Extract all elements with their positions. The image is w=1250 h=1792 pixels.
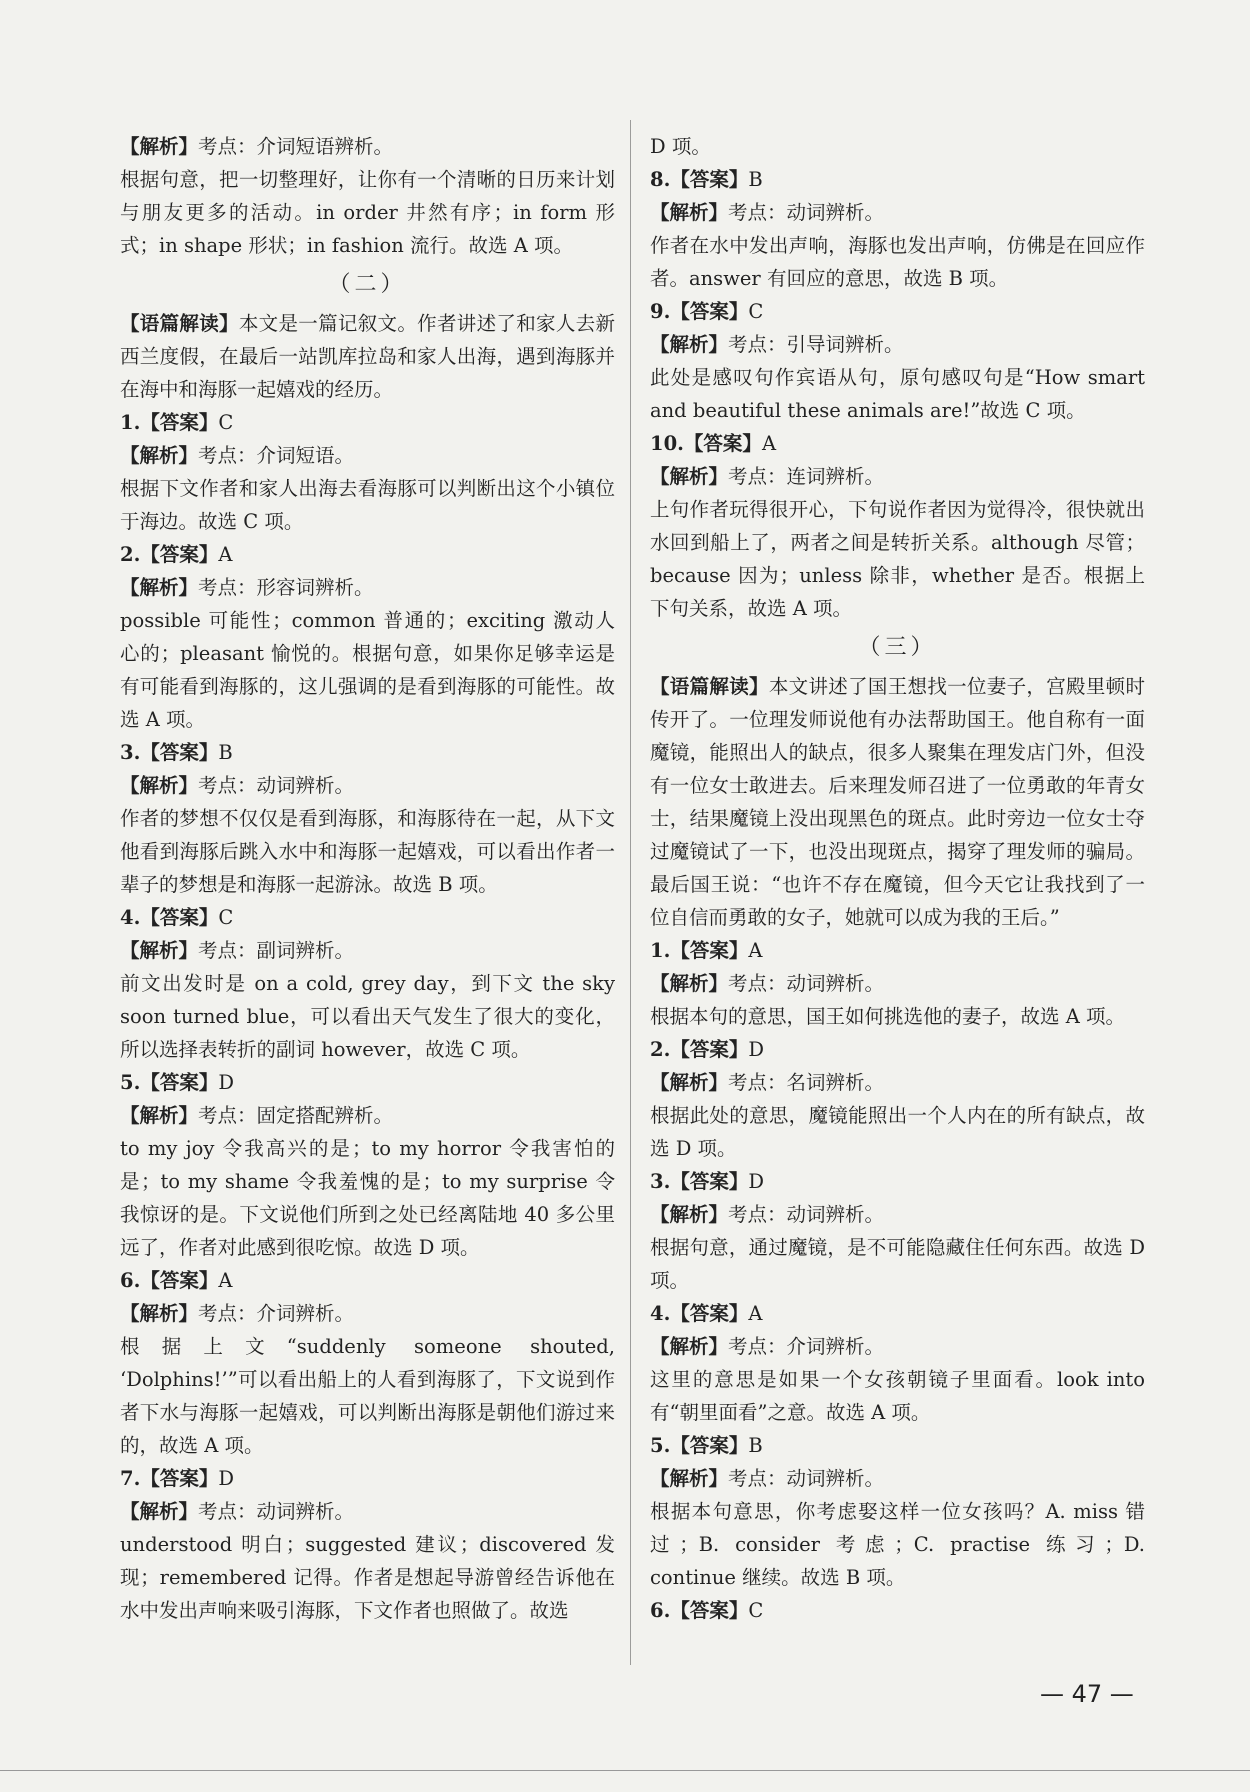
bottom-rule xyxy=(0,1770,1250,1771)
answer-line xyxy=(650,130,1145,163)
entry-text: 考点：固定搭配辨析。 xyxy=(198,1104,394,1127)
section-heading: （三） xyxy=(858,635,937,660)
entry-label: 【解析】 xyxy=(650,201,729,224)
entry-text: to my joy 令我高兴的是；to my horror 令我害怕的是；to my shame 令我羞愧的是；to my surprise 令我惊讶的是。下文说他们所到之处已经离陆地 40 多公里远了，作者对此感到很吃惊。故选 D 项。 xyxy=(120,1137,615,1259)
answer-line xyxy=(120,472,615,538)
entry-text: D 项。 xyxy=(650,135,711,158)
entry-text: A xyxy=(218,1269,233,1292)
entry-label: 1.【答案】 xyxy=(650,939,749,962)
entry-label: 6.【答案】 xyxy=(650,1599,749,1622)
entry-label: 【解析】 xyxy=(120,1104,199,1127)
entry-label: 8.【答案】 xyxy=(650,168,749,191)
page-number: — 47 — xyxy=(1040,1680,1134,1708)
answer-line xyxy=(120,736,615,769)
entry-text: 考点：介词短语辨析。 xyxy=(198,135,394,158)
entry-text: 考点：动词辨析。 xyxy=(728,1467,885,1490)
entry-text: D xyxy=(218,1467,234,1490)
entry-text: 作者在水中发出声响，海豚也发出声响，仿佛是在回应作者。answer 有回应的意思，故选 B 项。 xyxy=(650,234,1145,290)
entry-label: 3.【答案】 xyxy=(650,1170,749,1193)
entry-label: 【语篇解读】 xyxy=(650,675,769,698)
answer-line xyxy=(120,1132,615,1264)
entry-text: 考点：介词短语。 xyxy=(198,444,355,467)
section-heading: （二） xyxy=(328,272,407,297)
answer-line xyxy=(120,1099,615,1132)
entry-text: 本文讲述了国王想找一位妻子，宫殿里顿时传开了。一位理发师说他有办法帮助国王。他自称有一面魔镜，能照出人的缺点，很多人聚集在理发店门外，但没有一位女士敢进去。后来理发师召进了一位勇敢的年青女士，结果魔镜上没出现黑色的斑点。此时旁边一位女士夺过魔镜试了一下，也没出现斑点，揭穿了理发师的骗局。最后国王说：“也许不存在魔镜，但今天它让我找到了一位自信而勇敢的女子，她就可以成为我的王后。” xyxy=(650,675,1145,929)
column-divider xyxy=(630,120,631,1665)
entry-label: 【解析】 xyxy=(650,1335,729,1358)
answer-line xyxy=(650,493,1145,625)
answer-line xyxy=(650,1330,1145,1363)
entry-text: possible 可能性；common 普通的；exciting 激动人心的；pleasant 愉悦的。根据句意，如果你足够幸运是有可能看到海豚的，这儿强调的是看到海豚的可能性。故选 A 项。 xyxy=(120,609,615,731)
answer-line xyxy=(650,196,1145,229)
answer-line xyxy=(650,1297,1145,1330)
entry-text: A xyxy=(218,543,233,566)
entry-text: 根据此处的意思，魔镜能照出一个人内在的所有缺点，故选 D 项。 xyxy=(650,1104,1145,1160)
answer-line xyxy=(650,1000,1145,1033)
entry-label: 【解析】 xyxy=(650,465,729,488)
entry-label: 【解析】 xyxy=(120,444,199,467)
answer-line xyxy=(650,934,1145,967)
entry-text: A xyxy=(748,939,763,962)
entry-text: 考点：引导词辨析。 xyxy=(728,333,904,356)
answer-line xyxy=(120,967,615,1066)
answer-line xyxy=(650,1363,1145,1429)
entry-text: B xyxy=(748,168,763,191)
entry-label: 【解析】 xyxy=(650,1467,729,1490)
answer-line xyxy=(120,1495,615,1528)
answer-line xyxy=(120,1297,615,1330)
entry-text: 根据上文“suddenly someone shouted, ‘Dolphins!’”可以看出船上的人看到海豚了，下文说到作者下水与海豚一起嬉戏，可以判断出海豚是朝他们游过来的，故选 A 项。 xyxy=(120,1335,615,1457)
answer-line xyxy=(120,538,615,571)
answer-line xyxy=(650,361,1145,427)
entry-text: 这里的意思是如果一个女孩朝镜子里面看。look into 有“朝里面看”之意。故选 A 项。 xyxy=(650,1368,1145,1424)
entry-text: 根据本句的意思，国王如何挑选他的妻子，故选 A 项。 xyxy=(650,1005,1125,1028)
entry-label: 5.【答案】 xyxy=(120,1071,219,1094)
answer-line xyxy=(650,1231,1145,1297)
entry-label: 2.【答案】 xyxy=(120,543,219,566)
answer-line xyxy=(650,670,1145,934)
entry-text: 作者的梦想不仅仅是看到海豚，和海豚待在一起，从下文他看到海豚后跳入水中和海豚一起嬉戏，可以看出作者一辈子的梦想是和海豚一起游泳。故选 B 项。 xyxy=(120,807,615,896)
answer-line xyxy=(120,604,615,736)
entry-label: 1.【答案】 xyxy=(120,411,219,434)
entry-text: 考点：动词辨析。 xyxy=(198,774,355,797)
entry-label: 6.【答案】 xyxy=(120,1269,219,1292)
answer-line xyxy=(120,1066,615,1099)
entry-text: 根据句意，通过魔镜，是不可能隐藏住任何东西。故选 D 项。 xyxy=(650,1236,1145,1292)
answer-line xyxy=(650,163,1145,196)
entry-text: A xyxy=(761,432,777,455)
answer-line xyxy=(650,1099,1145,1165)
entry-label: 9.【答案】 xyxy=(650,300,749,323)
entry-label: 【解析】 xyxy=(650,333,729,356)
entry-label: 【解析】 xyxy=(120,939,199,962)
entry-text: C xyxy=(748,300,764,323)
entry-text: B xyxy=(218,741,233,764)
entry-text: C xyxy=(218,906,234,929)
answer-line xyxy=(120,307,615,406)
entry-text: understood 明白；suggested 建议；discovered 发现；remembered 记得。作者是想起导游曾经告诉他在水中发出声响来吸引海豚，下文作者也照做了。故选 xyxy=(120,1533,615,1622)
answer-line xyxy=(650,460,1145,493)
entry-text: 考点：副词辨析。 xyxy=(198,939,355,962)
answer-line xyxy=(650,229,1145,295)
answer-line xyxy=(650,1594,1145,1627)
answer-line xyxy=(650,427,1145,460)
entry-text: A xyxy=(748,1302,763,1325)
entry-text: 根据句意，把一切整理好，让你有一个清晰的日历来计划与朋友更多的活动。in order 井然有序；in form 形式；in shape 形状；in fashion 流行。故选 A 项。 xyxy=(120,168,615,257)
entry-text: D xyxy=(748,1038,764,1061)
answer-line xyxy=(120,934,615,967)
entry-text: 考点：连词辨析。 xyxy=(728,465,885,488)
answer-line xyxy=(650,1462,1145,1495)
answer-line xyxy=(120,769,615,802)
entry-text: 考点：动词辨析。 xyxy=(728,972,885,995)
entry-label: 【解析】 xyxy=(120,774,199,797)
answer-line xyxy=(650,1198,1145,1231)
entry-text: 前文出发时是 on a cold, grey day，到下文 the sky soon turned blue，可以看出天气发生了很大的变化，所以选择表转折的副词 however，故选 C 项。 xyxy=(120,972,615,1061)
answer-line xyxy=(120,130,615,163)
answer-line xyxy=(650,967,1145,1000)
entry-text: 根据下文作者和家人出海去看海豚可以判断出这个小镇位于海边。故选 C 项。 xyxy=(120,477,615,533)
answer-line xyxy=(650,328,1145,361)
answer-line xyxy=(120,1264,615,1297)
answer-line xyxy=(650,1165,1145,1198)
entry-text: B xyxy=(748,1434,763,1457)
entry-text: 此处是感叹句作宾语从句，原句感叹句是“How smart and beautiful these animals are!”故选 C 项。 xyxy=(650,366,1145,422)
entry-label: 4.【答案】 xyxy=(120,906,219,929)
answer-line xyxy=(120,901,615,934)
answer-line xyxy=(650,1495,1145,1594)
entry-label: 【解析】 xyxy=(120,1500,199,1523)
entry-label: 5.【答案】 xyxy=(650,1434,749,1457)
entry-text: 考点：动词辨析。 xyxy=(198,1500,355,1523)
entry-label: 【解析】 xyxy=(650,1071,729,1094)
entry-text: C xyxy=(748,1599,764,1622)
answer-line xyxy=(120,1462,615,1495)
entry-label: 10.【答案】 xyxy=(650,432,762,455)
entry-text: D xyxy=(218,1071,234,1094)
entry-label: 7.【答案】 xyxy=(120,1467,219,1490)
entry-text: 本文是一篇记叙文。作者讲述了和家人去新西兰度假，在最后一站凯库拉岛和家人出海，遇到海豚并在海中和海豚一起嬉戏的经历。 xyxy=(120,312,615,401)
answer-line xyxy=(120,163,615,262)
answer-line xyxy=(120,1528,615,1627)
entry-label: 4.【答案】 xyxy=(650,1302,749,1325)
entry-text: D xyxy=(748,1170,764,1193)
answer-line xyxy=(120,1330,615,1462)
right-column xyxy=(650,130,1145,1627)
entry-text: 考点：名词辨析。 xyxy=(728,1071,885,1094)
answer-line xyxy=(120,571,615,604)
entry-label: 【解析】 xyxy=(650,1203,729,1226)
entry-text: C xyxy=(218,411,234,434)
answer-line xyxy=(650,1429,1145,1462)
entry-label: 2.【答案】 xyxy=(650,1038,749,1061)
answer-line xyxy=(650,1066,1145,1099)
entry-label: 【解析】 xyxy=(120,135,199,158)
entry-text: 考点：动词辨析。 xyxy=(728,201,885,224)
entry-label: 【解析】 xyxy=(650,972,729,995)
entry-text: 考点：介词辨析。 xyxy=(198,1302,355,1325)
answer-line xyxy=(650,1033,1145,1066)
entry-label: 【语篇解读】 xyxy=(120,312,239,335)
entry-text: 考点：形容词辨析。 xyxy=(198,576,374,599)
entry-text: 考点：动词辨析。 xyxy=(728,1203,885,1226)
answer-line xyxy=(650,295,1145,328)
left-column xyxy=(120,130,615,1627)
entry-text: 考点：介词辨析。 xyxy=(728,1335,885,1358)
answer-line xyxy=(120,406,615,439)
entry-label: 【解析】 xyxy=(120,576,199,599)
answer-line xyxy=(120,439,615,472)
entry-text: 根据本句意思，你考虑娶这样一位女孩吗？A. miss 错过；B. consider 考虑；C. practise 练习；D. continue 继续。故选 B 项。 xyxy=(650,1500,1145,1589)
entry-label: 3.【答案】 xyxy=(120,741,219,764)
answer-line xyxy=(120,802,615,901)
entry-label: 【解析】 xyxy=(120,1302,199,1325)
entry-text: 上句作者玩得很开心，下句说作者因为觉得冷，很快就出水回到船上了，两者之间是转折关系。although 尽管；because 因为；unless 除非，whether 是否。根据上下句关系，故选 A 项。 xyxy=(650,498,1145,620)
